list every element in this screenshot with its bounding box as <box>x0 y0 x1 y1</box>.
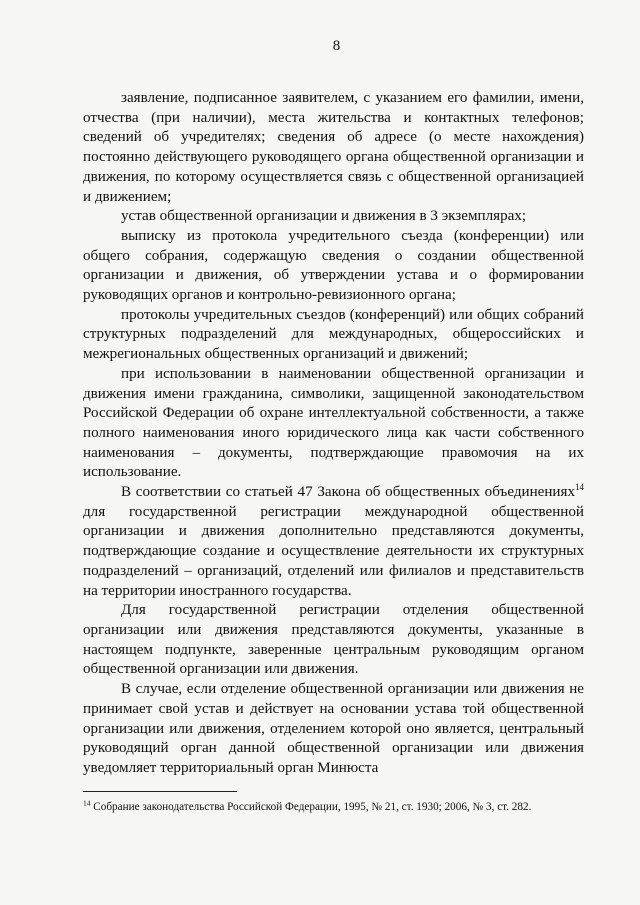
paragraph-article-47-end: для государственной регистрации международной общественной организации и движения дополнительно представляются документы, подтверждающие создание и осуществление деятельности их структурных подразделений – организаций, отделений или филиалов и представительств на территории иностранного государства. <box>83 503 584 599</box>
paragraph-name-usage: при использовании в наименовании общественной организации и движения имени гражданина, символики, защищенной законодательством Российской Федерации об охране интеллектуальной собственности, а также полного наименования иного юридического лица как части собственного наименования – документы, подтверждающие правомочия на их использование. <box>83 365 584 481</box>
footnote-text: Собрание законодательства Российской Федерации, 1995, № 21, ст. 1930; 2006, № 3, ст. 282. <box>90 801 532 813</box>
paragraph-charter: устав общественной организации и движения в 3 экземплярах; <box>121 208 527 225</box>
paragraph-application: заявление, подписанное заявителем, с указанием его фамилии, имени, отчества (при наличии), места жительства и контактных телефонов; сведений об учредителях; сведения об адресе (о месте нахождения) постоянно действующего руководящего органа общественной организации и движения, по которому осуществляется связь с общественной организацией и движением; <box>83 90 584 205</box>
paragraph-founding-protocols: протоколы учредительных съездов (конференций) или общих собраний структурных подразделений для международных, общероссийских и межрегиональных общественных организаций и движений; <box>83 306 584 363</box>
footnote-divider <box>83 791 237 792</box>
document-body <box>83 89 584 779</box>
footnote <box>83 800 584 814</box>
paragraph-branch-charter: В случае, если отделение общественной организации или движения не принимает свой устав и действует на основании устава той общественной организации или движения, отделением которой оно является, центральный руководящий орган данной общественной организации или движения уведомляет территориальный орган Минюста <box>83 681 584 776</box>
paragraph-protocol-extract: выписку из протокола учредительного съезда (конференции) или общего собрания, содержащую сведения о создании общественной организации и движения, об утверждении устава и о формировании руководящих органов и контрольно-ревизионного органа; <box>83 227 584 304</box>
page-number: 8 <box>332 38 341 54</box>
paragraph-article-47-start: В соответствии со статьей 47 Закона об общественных объединениях <box>121 484 575 501</box>
footnote-number: 14 <box>83 798 91 808</box>
paragraph-article-47 <box>83 483 584 601</box>
footnote-reference: 14 <box>575 482 584 493</box>
paragraph-branch-registration: Для государственной регистрации отделения общественной организации или движения представляются документы, указанные в настоящем подпункте, заверенные центральным руководящим органом общественной организации или движения. <box>83 602 584 678</box>
